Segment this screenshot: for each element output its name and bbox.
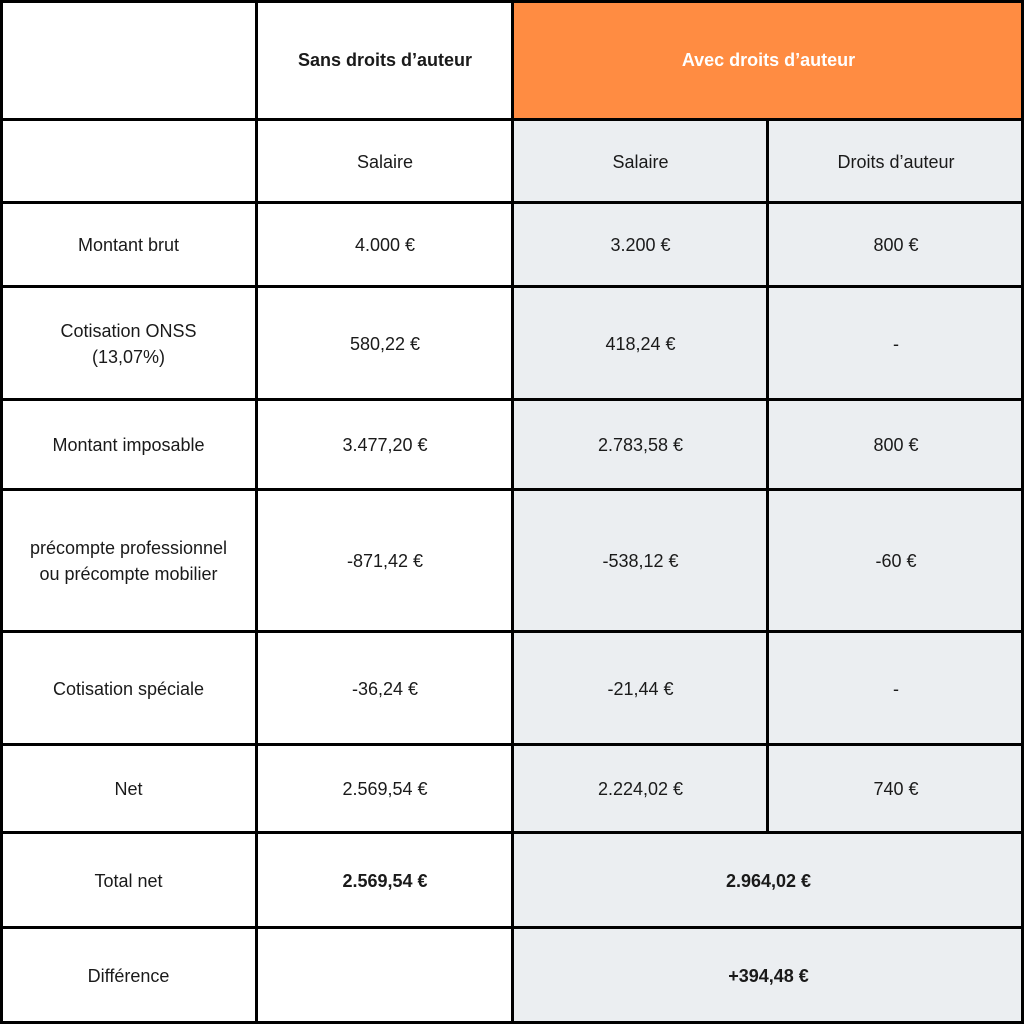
divider-vertical-1: [255, 0, 258, 1024]
cell-value-text: 740 €: [873, 779, 919, 799]
cell-value-text: 4.000 €: [354, 235, 416, 255]
cell-avec-salaire-value: [513, 745, 768, 833]
row-label-difference: [0, 928, 257, 1024]
cell-value-text: 2.964,02 €: [725, 870, 812, 891]
cell-value-text: -21,44 €: [607, 678, 674, 699]
cell-avec-salaire-value: [513, 400, 768, 490]
cell-difference-avec: [513, 928, 1024, 1024]
cell-avec-droits-value: [768, 400, 1024, 490]
row-label-text: Cotisation ONSS (13,07%): [60, 320, 197, 367]
cell-total-sans: [257, 833, 513, 928]
cell-value-text: 3.477,20 €: [342, 435, 428, 455]
cell-value-text: 2.224,02 €: [597, 779, 684, 799]
divider-horizontal-2: [0, 201, 1024, 204]
subheader-sans-salaire-label: Salaire: [356, 151, 414, 172]
row-label-net: [0, 745, 257, 833]
divider-horizontal-9: [0, 926, 1024, 929]
row-label-text: Total net: [94, 870, 163, 891]
row-label-text: Montant brut: [77, 235, 180, 255]
cell-avec-droits-value: [768, 745, 1024, 833]
row-label-cotisation-onss: [0, 287, 257, 400]
cell-avec-droits-value: [768, 490, 1024, 632]
cell-value-text: 2.783,58 €: [597, 435, 684, 455]
cell-total-avec: [513, 833, 1024, 928]
divider-vertical-2: [511, 0, 514, 1024]
row-label-precompte: [0, 490, 257, 632]
divider-horizontal-1: [0, 118, 1024, 121]
cell-sans-value: [257, 490, 513, 632]
divider-horizontal-5: [0, 488, 1024, 491]
subheader-empty-cell: [0, 120, 257, 203]
header-empty-cell: [0, 0, 257, 120]
cell-value-text: 2.569,54 €: [342, 779, 428, 799]
cell-value-text: 3.200 €: [610, 235, 671, 255]
cell-value-text: -: [893, 678, 899, 699]
cell-value-text: 800 €: [873, 235, 919, 255]
cell-value-text: +394,48 €: [728, 966, 809, 986]
row-label-text: Différence: [87, 966, 170, 986]
cell-avec-droits-value: [768, 632, 1024, 745]
subheader-avec-droits: [768, 120, 1024, 203]
divider-horizontal-6: [0, 630, 1024, 633]
divider-horizontal-7: [0, 743, 1024, 746]
divider-horizontal-8: [0, 831, 1024, 834]
cell-value-text: -: [893, 333, 899, 354]
cell-avec-salaire-value: [513, 632, 768, 745]
cell-value-text: -36,24 €: [351, 678, 419, 699]
cell-sans-value: [257, 745, 513, 833]
cell-value-text: 800 €: [873, 435, 919, 455]
cell-value-text: -871,42 €: [346, 551, 424, 571]
cell-avec-salaire-value: [513, 203, 768, 287]
cell-value-text: 580,22 €: [349, 333, 421, 354]
header-sans-droits: [257, 0, 513, 120]
cell-avec-droits-value: [768, 287, 1024, 400]
cell-sans-value: [257, 203, 513, 287]
cell-value-text: -538,12 €: [602, 551, 679, 571]
header-avec-droits: [513, 0, 1024, 120]
cell-value-text: 2.569,54 €: [342, 870, 428, 891]
cell-avec-droits-value: [768, 203, 1024, 287]
row-label-total-net: [0, 833, 257, 928]
row-label-text: Cotisation spéciale: [52, 678, 205, 699]
subheader-avec-salaire-label: Salaire: [612, 151, 669, 172]
row-label-text: précompte professionnel ou précompte mobilier: [29, 538, 228, 584]
row-label-cotisation-speciale: [0, 632, 257, 745]
divider-vertical-3: [766, 120, 769, 833]
divider-horizontal-3: [0, 285, 1024, 288]
cell-sans-value: [257, 632, 513, 745]
cell-avec-salaire-value: [513, 287, 768, 400]
subheader-avec-droits-label: Droits d’auteur: [837, 151, 955, 172]
cell-value-text: -60 €: [875, 551, 917, 571]
cell-sans-value: [257, 400, 513, 490]
row-label-montant-brut: [0, 203, 257, 287]
header-avec-droits-label: Avec droits d’auteur: [681, 50, 856, 70]
cell-value-text: 418,24 €: [605, 333, 676, 354]
row-label-text: Montant imposable: [52, 435, 205, 455]
row-label-text: Net: [114, 779, 143, 799]
row-label-montant-imposable: [0, 400, 257, 490]
cell-sans-value: [257, 287, 513, 400]
subheader-avec-salaire: [513, 120, 768, 203]
border-left: [0, 0, 3, 1024]
cell-difference-sans: [257, 928, 513, 1024]
cell-avec-salaire-value: [513, 490, 768, 632]
header-sans-droits-label: Sans droits d’auteur: [297, 50, 473, 70]
divider-horizontal-4: [0, 398, 1024, 401]
subheader-sans-salaire: [257, 120, 513, 203]
